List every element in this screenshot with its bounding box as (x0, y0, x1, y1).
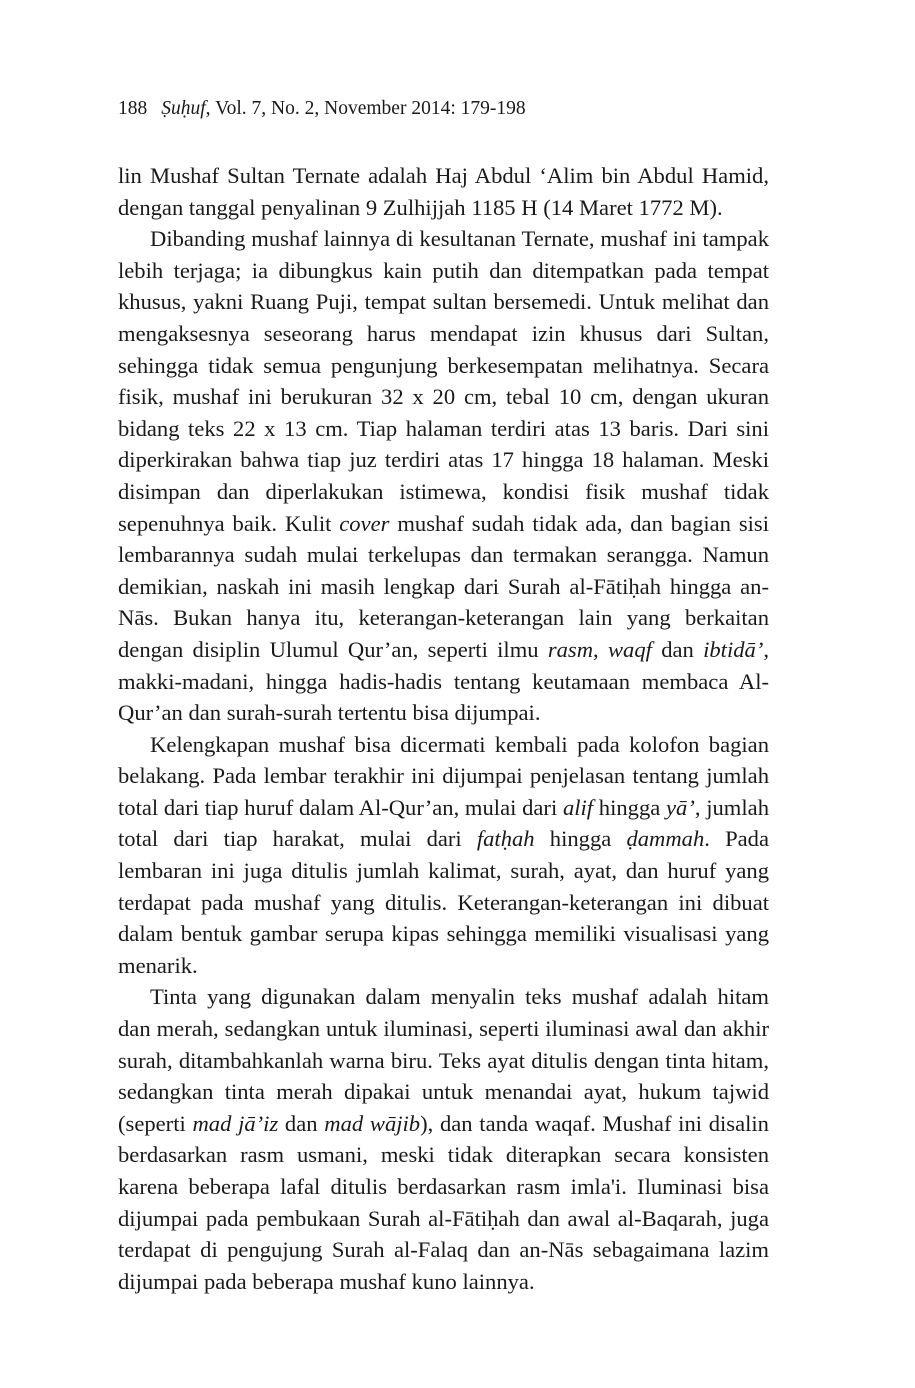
text-run: hingga (534, 826, 627, 852)
page-number: 188 (118, 98, 148, 119)
text-run: mushaf sudah tidak ada, dan bagian sisi lembarannya sudah mulai terkelupas dan termakan serangga. Namun demikian, naskah ini masih lengkap dari Surah al-Fātiḥah hingga an-Nās. Bukan hanya itu, keterangan-keterangan lain yang berkaitan dengan disiplin Ulumul Qur’an, seperti ilmu (118, 510, 769, 662)
paragraph (118, 981, 769, 1297)
text-run: hingga (593, 794, 667, 820)
italic-term: mad wājib (324, 1110, 421, 1136)
text-run: dan (278, 1110, 325, 1136)
text-run: . Pada lembaran ini juga ditulis jumlah kalimat, surah, ayat, dan huruf yang terdapat pada mushaf yang ditulis. Keterangan-keterangan ini dibuat dalam bentuk gambar serupa kipas sehingga memiliki visualisasi yang menarik. (118, 826, 769, 978)
page (118, 94, 769, 1297)
italic-term: waqf (607, 636, 652, 662)
italic-term: mad jā’iz (192, 1110, 279, 1136)
body-text (118, 160, 769, 1297)
text-run: Tinta yang digunakan dalam menyalin teks mushaf adalah hitam dan merah, sedangkan untuk iluminasi, seperti iluminasi awal dan akhir surah, ditambahkanlah warna biru. Teks ayat ditulis dengan tinta hitam, sedangkan tinta merah dipakai untuk menandai ayat, hukum tajwid (seperti (118, 984, 769, 1136)
text-run: , makki-madani, hingga hadis-hadis tentang keutamaan membaca Al-Qur’an dan surah-surah tertentu bisa dijumpai. (118, 636, 769, 726)
italic-term: alif (562, 794, 594, 820)
text-run: dan (651, 636, 704, 662)
text-run: ), dan tanda waqaf. Mushaf ini disalin berdasarkan rasm usmani, meski tidak diterapkan secara konsisten karena beberapa lafal ditulis berdasarkan rasm imla'i. Iluminasi bisa dijumpai pada pembukaan Surah al-Fātiḥah dan awal al-Baqarah, juga terdapat di pengujung Surah al-Falaq dan an-Nās sebagaimana lazim dijumpai pada beberapa mushaf kuno lainnya. (118, 1110, 769, 1294)
italic-term: fatḥah (476, 826, 535, 852)
italic-term: ibtidā’ (703, 636, 764, 662)
journal-title: Ṣuḥuf (161, 98, 206, 119)
italic-term: cover (339, 510, 390, 536)
italic-term: ḍammah (626, 826, 705, 852)
text-run: lin Mushaf Sultan Ternate adalah Haj Abdul ‘Alim bin Abdul Hamid, dengan tanggal penyalinan 9 Zulhijjah 1185 H (14 Maret 1772 M). (118, 163, 769, 220)
text-run: , (593, 636, 608, 662)
italic-term: rasm (547, 636, 594, 662)
text-run: Kelengkapan mushaf bisa dicermati kembali pada kolofon bagian belakang. Pada lembar terakhir ini dijumpai penjelasan tentang jumlah total dari tiap huruf dalam Al-Qur’an, mulai dari (118, 731, 769, 820)
text-run: , jumlah total dari tiap harakat, mulai dari (118, 794, 769, 852)
paragraph (118, 160, 769, 223)
running-header (118, 94, 769, 124)
journal-citation: , Vol. 7, No. 2, November 2014: 179-198 (205, 98, 526, 119)
italic-term: yā’ (666, 794, 695, 820)
paragraph (118, 729, 769, 982)
text-run: Dibanding mushaf lainnya di kesultanan Ternate, mushaf ini tampak lebih terjaga; ia dibungkus kain putih dan ditempatkan pada tempat khusus, yakni Ruang Puji, tempat sultan bersemedi. Untuk melihat dan mengaksesnya seseorang harus mendapat izin khusus dari Sultan, sehingga tidak semua pengunjung berkesempatan melihatnya. Secara fisik, mushaf ini berukuran 32 x 20 cm, tebal 10 cm, dengan ukuran bidang teks 22 x 13 cm. Tiap halaman terdiri atas 13 baris. Dari sini diperkirakan bahwa tiap juz terdiri atas 17 hingga 18 halaman. Meski disimpan dan diperlakukan istimewa, kondisi fisik mushaf tidak sepenuhnya baik. Kulit (118, 226, 769, 536)
paragraph (118, 223, 769, 729)
